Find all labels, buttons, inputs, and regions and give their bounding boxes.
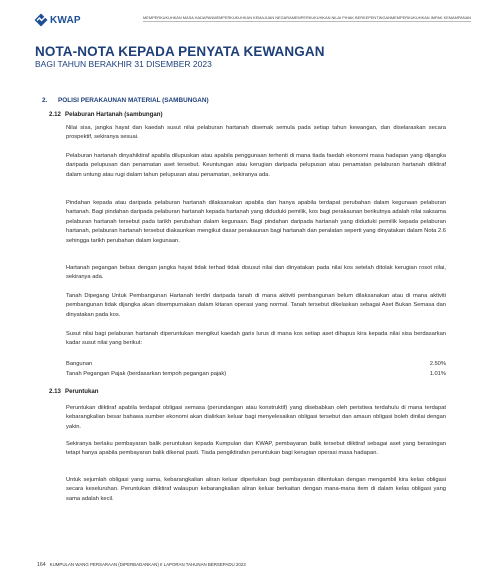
section-number: 2.: [42, 97, 48, 104]
subsection-title: Pelaburan Hartanah (sambungan): [65, 111, 163, 118]
page-title: NOTA-NOTA KEPADA PENYATA KEWANGAN: [35, 44, 325, 59]
section-heading: [42, 97, 209, 104]
paragraph: Nilai sisa, jangka hayat dan kaedah susut nilai pelaburan hartanah disemak semula pada setiap tahun kewangan, dan diselaraskan secara prospektif, sekiranya sesuai.: [66, 125, 446, 141]
logo-text: KWAP: [50, 14, 81, 26]
kwap-logo-mark-icon: [34, 13, 48, 27]
rate-label: Tanah Pegangan Pajak (berdasarkan tempoh pegangan pajak): [66, 371, 227, 377]
page-number: 164: [37, 562, 46, 568]
subsection-number: 2.13: [49, 388, 61, 395]
paragraph: Peruntukan diiktiraf apabila terdapat obligasi semasa (perundangan atau konstruktif) yang disebabkan oleh peristiwa terdahulu di mana terdapat kebarangkalian besar bahawa sumber ekonomi akan dialirkan keluar bagi menyelesaikan obligasi tersebut dan amaun obligasi boleh dinilai dengan yakin.: [66, 405, 446, 430]
subsection-title: Peruntukan: [65, 388, 99, 395]
paragraph: Susut nilai bagi pelaburan hartanah diperuntukan mengikut kaedah garis lurus di mana kos setiap aset dihapus kira kepada nilai sisa berdasarkan kadar susut nilai yang berikut:: [66, 331, 446, 347]
rate-value: 1.01%: [429, 371, 446, 377]
tagline-1: MEMPERKUKUHKAN MASA HADAPAN: [143, 15, 214, 20]
rate-label: Bangunan: [66, 361, 93, 367]
page-footer: [37, 562, 246, 568]
section-title: POLISI PERAKAUNAN MATERIAL (SAMBUNGAN): [58, 97, 209, 104]
tagline-3: MEMPERKUKUHKAN NILAI PIHAK BERKEPENTINGAN: [291, 15, 391, 20]
tagline-2: MEMPERKUKUHKAN KEMAJUAN NEGARA: [213, 15, 292, 20]
paragraph: Hartanah pegangan bebas dengan jangka hayat tidak terhad tidak disusut nilai dan dinyatakan pada nilai kos setelah ditolak kerugian rosot nilai, sekiranya ada.: [66, 265, 446, 281]
subsection-2-12-heading: [49, 111, 163, 118]
kwap-logo: [34, 13, 81, 27]
footer-text: KUMPULAN WANG PERSARAAN (DIPERBADANKAN) II LAPORAN TAHUNAN BERSEPADU 2023: [49, 562, 246, 567]
paragraph: Pelaburan hartanah dinyahiktiraf apabila dilupuskan atau apabila penggunaan terhenti di mana tiada faedah ekonomi masa hadapan yang dijangka daripada pelupusan dan penamatan aset tersebut. Keuntungan atau kerugian daripada pelupusan atau penamatan pelaburan hartanah diiktiraf dalam untung atau rugi dalam tahun pelupusan atau penamatan, sekiranya ada.: [66, 153, 446, 178]
subsection-number: 2.12: [49, 111, 61, 118]
page-subtitle: BAGI TAHUN BERAKHIR 31 DISEMBER 2023: [35, 59, 212, 69]
depreciation-rate-row: [66, 361, 446, 367]
subsection-2-13-heading: [49, 388, 99, 395]
tagline-4: MEMPERKUKUHKAN IMPAK KEMAMPANAN: [390, 15, 471, 20]
rate-value: 2.50%: [429, 361, 446, 367]
depreciation-rate-row: [66, 371, 446, 377]
paragraph: Tanah Dipegang Untuk Pembangunan Hartanah terdiri daripada tanah di mana aktiviti pembangunan belum dilaksanakan atau di mana aktiviti pembangunan tidak dijangka akan disempurnakan dalam kitaran operasi yang normal. Tanah tersebut dikelaskan sebagai Aset Bukan Semasa dan dinyatakan pada kos.: [66, 293, 446, 318]
paragraph: Pindahan kepada atau daripada pelaburan hartanah dilaksanakan apabila dan hanya apabila terdapat perubahan dalam kegunaan pelaburan hartanah. Bagi pindahan daripada pelaburan hartanah kepada hartanah yang diduduki pemilik, kos bagi perakaunan berikutnya adalah nilai saksama pelaburan hartanah tersebut pada tarikh perubahan dalam kegunaan. Bagi pindahan daripada hartanah yang diduduki pemilik kepada pelaburan hartanah, pelaburan hartanah tersebut diakaunkan mengikut dasar perakaunan bagi hartanah dan peralatan seperti yang dinyatakan dalam Nota 2.6 sehingga tarikh perubahan dalam kegunaan.: [66, 200, 446, 244]
header-taglines: [143, 15, 471, 22]
paragraph: Untuk sejumlah obligasi yang sama, kebarangkalian aliran keluar diperlukan bagi pembayaran ditentukan dengan mengambil kira kelas obligasi secara keseluruhan. Peruntukan diiktiraf walaupun kebarangkalian aliran keluar berkaitan dengan mana-mana item di dalam kelas obligasi yang sama adalah kecil.: [66, 477, 446, 502]
paragraph: Sekiranya berlaku pembayaran balik peruntukan kepada Kumpulan dan KWAP, pembayaran balik tersebut diiktiraf sebagai aset yang berasingan tetapi hanya apabila pembayaran balik dikenal pasti. Tiada pengiktirafan peruntukan bagi kerugian operasi masa hadapan.: [66, 441, 446, 457]
